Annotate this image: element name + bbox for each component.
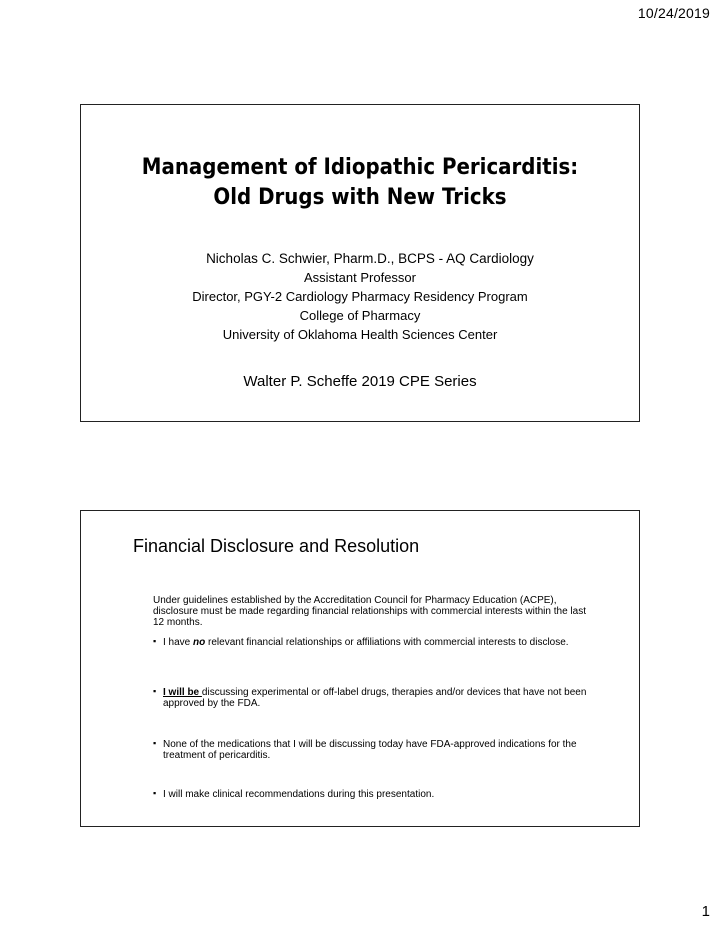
presenter-director: Director, PGY-2 Cardiology Pharmacy Residency Program [192,289,528,304]
bullet-emphasis: no [193,637,206,648]
bullet-text-pre: I have [163,637,194,648]
presenter-university: University of Oklahoma Health Sciences Center [222,327,498,342]
bullet-text-post: relevant financial relationships or affiliations with commercial interests to disclose. [205,637,569,648]
disclosure-bullet [153,637,593,648]
disclosure-intro: Under guidelines established by the Accreditation Council for Pharmacy Education (ACPE), disclosure must be made regarding financial relationships with commercial interests within the last 12 months. [153,595,586,628]
disclosure-bullet [153,687,593,709]
bullet-text: I will make clinical recommendations during this presentation. [163,789,435,800]
presenter-info [81,249,639,344]
bullet-text-post: discussing experimental or off-label drugs, therapies and/or devices that have not been approved by the FDA. [163,687,587,709]
bullet-marker: ▪ [153,738,157,748]
disclosure-bullet [153,789,593,800]
page-date: 10/24/2019 [637,5,710,21]
bullet-emphasis: I will be [163,687,202,698]
series-name: Walter P. Scheffe 2019 CPE Series [243,373,477,390]
bullet-text: None of the medications that I will be discussing today have FDA-approved indications for the treatment of pericarditis. [163,739,577,761]
bullet-marker: ▪ [153,636,157,646]
bullet-marker: ▪ [153,788,157,798]
presenter-college: College of Pharmacy [299,308,421,323]
title-line-2: Old Drugs with New Tricks [213,185,507,210]
presenter-role: Assistant Professor [304,270,416,285]
bullet-marker: ▪ [153,686,157,696]
disclosure-slide [80,510,640,827]
disclosure-bullet [153,739,593,761]
page-number: 1 [701,903,710,920]
disclosure-title: Financial Disclosure and Resolution [133,536,420,556]
presentation-title [109,153,611,213]
title-slide [80,104,640,422]
presenter-name: Nicholas C. Schwier, Pharm.D., BCPS - AQ Cardiology [206,251,534,266]
title-line-1: Management of Idiopathic Pericarditis: [141,155,579,180]
